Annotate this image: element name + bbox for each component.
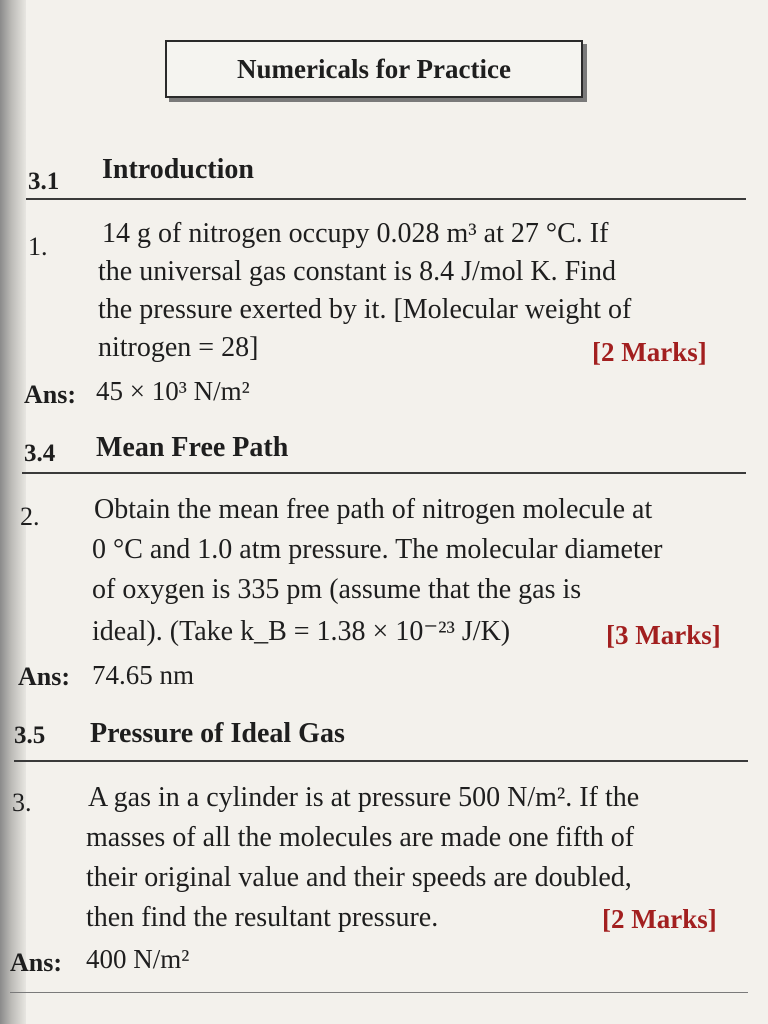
question-line: nitrogen = 28] (98, 332, 259, 363)
question-line: of oxygen is 335 pm (assume that the gas is (92, 574, 582, 605)
section-title: Introduction (102, 154, 254, 185)
page-title: Numericals for Practice (237, 53, 511, 84)
question-line: their original value and their speeds are doubled, (86, 862, 632, 893)
question-line: then find the resultant pressure. (86, 902, 439, 933)
answer-value: 45 × 10³ N/m² (96, 376, 250, 406)
question-line: masses of all the molecules are made one fifth of (86, 822, 635, 853)
section-rule (22, 472, 746, 474)
section-number: 3.4 (24, 440, 56, 467)
question-line: ideal). (Take k_B = 1.38 × 10⁻²³ J/K) (92, 616, 511, 647)
section-title: Pressure of Ideal Gas (90, 718, 345, 749)
section-number: 3.5 (14, 722, 46, 749)
answer-label: Ans: (10, 948, 63, 977)
question-number: 3. (12, 788, 32, 817)
question-line: Obtain the mean free path of nitrogen molecule at (94, 494, 653, 525)
bottom-rule (10, 992, 748, 993)
section-rule (14, 760, 748, 762)
question-line: A gas in a cylinder is at pressure 500 N/m². If the (88, 782, 640, 813)
answer-label: Ans: (24, 380, 77, 409)
question-number: 2. (20, 502, 40, 531)
answer-value: 74.65 nm (92, 660, 195, 690)
page-title-box (165, 40, 583, 98)
section-number: 3.1 (28, 168, 60, 195)
marks-badge: [2 Marks] (592, 337, 707, 367)
question-line: 0 °C and 1.0 atm pressure. The molecular diameter (92, 534, 663, 565)
marks-badge: [3 Marks] (606, 620, 721, 650)
question-line: 14 g of nitrogen occupy 0.028 m³ at 27 °C. If (102, 218, 609, 249)
answer-label: Ans: (18, 662, 71, 691)
question-number: 1. (28, 232, 48, 261)
question-line: the pressure exerted by it. [Molecular weight of (98, 294, 632, 325)
question-line: the universal gas constant is 8.4 J/mol K. Find (98, 256, 616, 287)
section-title: Mean Free Path (96, 432, 289, 463)
answer-value: 400 N/m² (86, 944, 190, 974)
section-rule (26, 198, 746, 200)
marks-badge: [2 Marks] (602, 904, 717, 934)
